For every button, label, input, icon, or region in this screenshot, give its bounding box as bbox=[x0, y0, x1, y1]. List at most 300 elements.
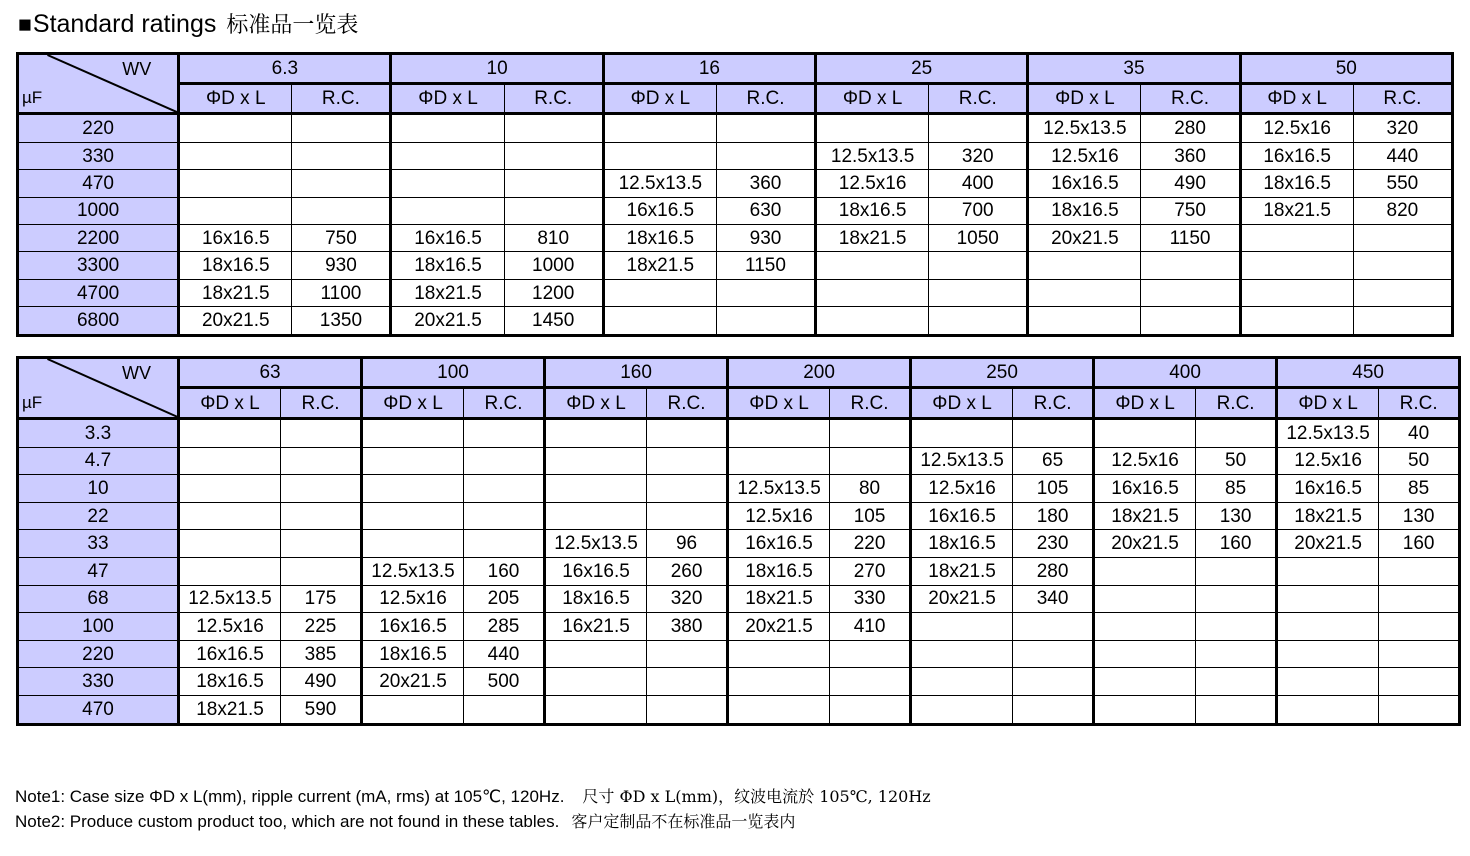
case-size-cell bbox=[545, 447, 647, 475]
wv-label: WV bbox=[122, 363, 151, 383]
ripple-current-cell: 130 bbox=[1196, 502, 1277, 530]
ripple-current-cell: 175 bbox=[281, 585, 362, 613]
notes bbox=[15, 784, 931, 834]
capacitance-cell: 33 bbox=[18, 530, 179, 558]
table-row bbox=[18, 142, 1453, 169]
case-size-cell bbox=[545, 668, 647, 696]
ripple-current-cell: 1100 bbox=[292, 279, 391, 306]
rc-header: R.C. bbox=[929, 84, 1028, 114]
case-size-cell bbox=[1028, 307, 1141, 336]
ripple-current-cell: 50 bbox=[1379, 447, 1460, 475]
ripple-current-cell: 490 bbox=[1141, 170, 1240, 197]
case-size-cell bbox=[179, 558, 281, 586]
ripple-current-cell: 500 bbox=[464, 668, 545, 696]
ripple-current-cell bbox=[1013, 418, 1094, 447]
uf-label: µF bbox=[22, 392, 43, 412]
case-size-cell bbox=[179, 530, 281, 558]
voltage-header: 160 bbox=[545, 358, 728, 388]
table-row bbox=[18, 475, 1460, 503]
ripple-current-cell bbox=[1141, 279, 1240, 306]
corner-cell bbox=[18, 358, 179, 419]
case-size-cell: 16x16.5 bbox=[545, 558, 647, 586]
case-size-cell bbox=[1240, 279, 1353, 306]
page-title bbox=[18, 8, 358, 39]
ripple-current-cell bbox=[1353, 225, 1452, 252]
ripple-current-cell: 340 bbox=[1013, 585, 1094, 613]
ripple-current-cell: 40 bbox=[1379, 418, 1460, 447]
case-size-cell bbox=[603, 279, 716, 306]
ripple-current-cell: 80 bbox=[830, 475, 911, 503]
ripple-current-cell bbox=[647, 668, 728, 696]
ripple-current-cell bbox=[830, 640, 911, 668]
case-size-cell bbox=[603, 114, 716, 143]
voltage-header: 10 bbox=[391, 54, 603, 84]
capacitance-cell: 1000 bbox=[18, 197, 179, 224]
size-header: ΦD x L bbox=[179, 84, 292, 114]
ripple-current-cell bbox=[281, 475, 362, 503]
case-size-cell bbox=[911, 640, 1013, 668]
case-size-cell bbox=[603, 142, 716, 169]
ripple-current-cell bbox=[504, 197, 603, 224]
ripple-current-cell: 1350 bbox=[292, 307, 391, 336]
case-size-cell: 18x21.5 bbox=[391, 279, 504, 306]
case-size-cell bbox=[179, 418, 281, 447]
rc-header: R.C. bbox=[1196, 388, 1277, 418]
case-size-cell: 12.5x13.5 bbox=[603, 170, 716, 197]
case-size-cell: 18x16.5 bbox=[179, 252, 292, 279]
case-size-cell bbox=[728, 640, 830, 668]
size-header: ΦD x L bbox=[362, 388, 464, 418]
ripple-current-cell: 400 bbox=[929, 170, 1028, 197]
ripple-current-cell bbox=[647, 447, 728, 475]
ripple-current-cell bbox=[1196, 640, 1277, 668]
ripple-current-cell: 96 bbox=[647, 530, 728, 558]
ripple-current-cell: 130 bbox=[1379, 502, 1460, 530]
ripple-current-cell: 1200 bbox=[504, 279, 603, 306]
case-size-cell: 12.5x16 bbox=[1277, 447, 1379, 475]
case-size-cell: 20x21.5 bbox=[179, 307, 292, 336]
ripple-current-cell bbox=[1353, 252, 1452, 279]
case-size-cell bbox=[362, 447, 464, 475]
ripple-current-cell bbox=[464, 475, 545, 503]
case-size-cell: 18x21.5 bbox=[1094, 502, 1196, 530]
case-size-cell bbox=[1277, 668, 1379, 696]
case-size-cell: 20x21.5 bbox=[728, 613, 830, 641]
ripple-current-cell bbox=[929, 307, 1028, 336]
case-size-cell bbox=[179, 502, 281, 530]
rc-header: R.C. bbox=[292, 84, 391, 114]
ripple-current-cell: 280 bbox=[1141, 114, 1240, 143]
ripple-current-cell: 160 bbox=[1379, 530, 1460, 558]
diagonal-line bbox=[19, 359, 177, 417]
case-size-cell: 16x16.5 bbox=[179, 640, 281, 668]
capacitance-cell: 470 bbox=[18, 696, 179, 725]
voltage-header-row bbox=[18, 54, 1453, 84]
case-size-cell bbox=[362, 502, 464, 530]
ripple-current-cell: 750 bbox=[292, 225, 391, 252]
ripple-current-cell bbox=[1013, 696, 1094, 725]
case-size-cell: 18x16.5 bbox=[603, 225, 716, 252]
ripple-current-cell bbox=[504, 114, 603, 143]
table-row bbox=[18, 613, 1460, 641]
case-size-cell bbox=[1277, 585, 1379, 613]
ripple-current-cell bbox=[1379, 696, 1460, 725]
ripple-current-cell bbox=[281, 502, 362, 530]
case-size-cell: 18x21.5 bbox=[603, 252, 716, 279]
ripple-current-cell: 820 bbox=[1353, 197, 1452, 224]
case-size-cell: 20x21.5 bbox=[1028, 225, 1141, 252]
ripple-current-cell: 260 bbox=[647, 558, 728, 586]
ripple-current-cell bbox=[1196, 418, 1277, 447]
case-size-cell bbox=[1028, 252, 1141, 279]
ripple-current-cell bbox=[1196, 668, 1277, 696]
case-size-cell bbox=[1277, 696, 1379, 725]
case-size-cell: 18x21.5 bbox=[179, 696, 281, 725]
ripple-current-cell: 700 bbox=[929, 197, 1028, 224]
table-row bbox=[18, 252, 1453, 279]
case-size-cell bbox=[391, 142, 504, 169]
ripple-current-cell bbox=[292, 142, 391, 169]
case-size-cell: 20x21.5 bbox=[1094, 530, 1196, 558]
case-size-cell: 18x21.5 bbox=[728, 585, 830, 613]
note-1 bbox=[15, 784, 931, 809]
ripple-current-cell: 930 bbox=[292, 252, 391, 279]
capacitance-cell: 220 bbox=[18, 640, 179, 668]
table-row bbox=[18, 530, 1460, 558]
ripple-current-cell: 230 bbox=[1013, 530, 1094, 558]
capacitance-cell: 470 bbox=[18, 170, 179, 197]
case-size-cell bbox=[1277, 640, 1379, 668]
case-size-cell: 18x16.5 bbox=[728, 558, 830, 586]
ripple-current-cell: 85 bbox=[1196, 475, 1277, 503]
ripple-current-cell bbox=[716, 307, 815, 336]
ripple-current-cell: 220 bbox=[830, 530, 911, 558]
ripple-current-cell: 1450 bbox=[504, 307, 603, 336]
voltage-header: 200 bbox=[728, 358, 911, 388]
size-header: ΦD x L bbox=[1028, 84, 1141, 114]
ripple-current-cell bbox=[1379, 585, 1460, 613]
voltage-header: 25 bbox=[816, 54, 1028, 84]
uf-label: µF bbox=[22, 88, 43, 108]
ripple-current-cell bbox=[1379, 640, 1460, 668]
case-size-cell bbox=[545, 475, 647, 503]
ripple-current-cell bbox=[1141, 252, 1240, 279]
table-row bbox=[18, 668, 1460, 696]
case-size-cell: 12.5x13.5 bbox=[728, 475, 830, 503]
title-text: Standard ratings bbox=[32, 10, 217, 38]
capacitance-cell: 3300 bbox=[18, 252, 179, 279]
capacitance-cell: 330 bbox=[18, 142, 179, 169]
ripple-current-cell: 440 bbox=[464, 640, 545, 668]
ripple-current-cell: 750 bbox=[1141, 197, 1240, 224]
case-size-cell bbox=[1028, 279, 1141, 306]
subheader-row bbox=[18, 84, 1453, 114]
case-size-cell: 16x16.5 bbox=[603, 197, 716, 224]
case-size-cell: 12.5x13.5 bbox=[911, 447, 1013, 475]
case-size-cell bbox=[391, 197, 504, 224]
case-size-cell: 20x21.5 bbox=[362, 668, 464, 696]
table-row bbox=[18, 640, 1460, 668]
rc-header: R.C. bbox=[716, 84, 815, 114]
note-1-en: Note1: Case size ΦD x L(mm), ripple current (mA, rms) at 105℃, 120Hz. bbox=[15, 787, 565, 806]
voltage-header: 35 bbox=[1028, 54, 1240, 84]
ripple-current-cell bbox=[281, 418, 362, 447]
rc-header: R.C. bbox=[647, 388, 728, 418]
case-size-cell: 16x16.5 bbox=[1028, 170, 1141, 197]
case-size-cell bbox=[362, 696, 464, 725]
table-row bbox=[18, 502, 1460, 530]
voltage-header: 16 bbox=[603, 54, 815, 84]
case-size-cell bbox=[1094, 696, 1196, 725]
ripple-current-cell: 810 bbox=[504, 225, 603, 252]
size-header: ΦD x L bbox=[1240, 84, 1353, 114]
voltage-header: 6.3 bbox=[179, 54, 391, 84]
ripple-current-cell: 105 bbox=[1013, 475, 1094, 503]
ripple-current-cell bbox=[281, 530, 362, 558]
case-size-cell bbox=[362, 475, 464, 503]
rc-header: R.C. bbox=[1353, 84, 1452, 114]
ripple-current-cell bbox=[647, 475, 728, 503]
ripple-current-cell: 320 bbox=[1353, 114, 1452, 143]
case-size-cell bbox=[911, 668, 1013, 696]
size-header: ΦD x L bbox=[545, 388, 647, 418]
capacitance-cell: 6800 bbox=[18, 307, 179, 336]
rc-header: R.C. bbox=[1141, 84, 1240, 114]
rc-header: R.C. bbox=[464, 388, 545, 418]
case-size-cell bbox=[545, 640, 647, 668]
case-size-cell: 20x21.5 bbox=[391, 307, 504, 336]
ripple-current-cell bbox=[1353, 279, 1452, 306]
ripple-current-cell bbox=[716, 142, 815, 169]
ripple-current-cell: 320 bbox=[929, 142, 1028, 169]
case-size-cell bbox=[179, 142, 292, 169]
rc-header: R.C. bbox=[1379, 388, 1460, 418]
ripple-current-cell bbox=[1353, 307, 1452, 336]
wv-label: WV bbox=[122, 59, 152, 79]
ripple-current-cell: 285 bbox=[464, 613, 545, 641]
table-row bbox=[18, 585, 1460, 613]
case-size-cell bbox=[1094, 613, 1196, 641]
ripple-current-cell bbox=[647, 696, 728, 725]
case-size-cell: 16x16.5 bbox=[362, 613, 464, 641]
ripple-current-cell: 360 bbox=[716, 170, 815, 197]
case-size-cell bbox=[1240, 307, 1353, 336]
ripple-current-cell: 270 bbox=[830, 558, 911, 586]
ripple-current-cell bbox=[464, 502, 545, 530]
case-size-cell: 18x16.5 bbox=[362, 640, 464, 668]
size-header: ΦD x L bbox=[1094, 388, 1196, 418]
ripple-current-cell: 360 bbox=[1141, 142, 1240, 169]
case-size-cell bbox=[911, 418, 1013, 447]
ripple-current-cell bbox=[830, 696, 911, 725]
table-row bbox=[18, 114, 1453, 143]
ripple-current-cell bbox=[716, 114, 815, 143]
voltage-header: 100 bbox=[362, 358, 545, 388]
ripple-current-cell: 330 bbox=[830, 585, 911, 613]
corner-cell bbox=[18, 54, 179, 114]
ripple-current-cell: 1150 bbox=[1141, 225, 1240, 252]
ripple-current-cell: 385 bbox=[281, 640, 362, 668]
case-size-cell bbox=[728, 418, 830, 447]
ripple-current-cell: 50 bbox=[1196, 447, 1277, 475]
ripple-current-cell: 280 bbox=[1013, 558, 1094, 586]
ripple-current-cell bbox=[292, 197, 391, 224]
case-size-cell: 16x16.5 bbox=[1094, 475, 1196, 503]
capacitance-cell: 330 bbox=[18, 668, 179, 696]
ripple-current-cell bbox=[830, 668, 911, 696]
ripple-current-cell: 180 bbox=[1013, 502, 1094, 530]
case-size-cell: 18x21.5 bbox=[911, 558, 1013, 586]
case-size-cell: 12.5x13.5 bbox=[816, 142, 929, 169]
note-2-en: Note2: Produce custom product too, which are not found in these tables. bbox=[15, 812, 560, 831]
capacitance-cell: 4.7 bbox=[18, 447, 179, 475]
ripple-current-cell: 160 bbox=[464, 558, 545, 586]
voltage-header: 50 bbox=[1240, 54, 1452, 84]
size-header: ΦD x L bbox=[603, 84, 716, 114]
ripple-current-cell bbox=[504, 142, 603, 169]
ripple-current-cell: 440 bbox=[1353, 142, 1452, 169]
table-row bbox=[18, 447, 1460, 475]
note-2 bbox=[15, 809, 931, 834]
rc-header: R.C. bbox=[1013, 388, 1094, 418]
ripple-current-cell bbox=[464, 696, 545, 725]
case-size-cell bbox=[362, 530, 464, 558]
ripple-current-cell bbox=[1013, 640, 1094, 668]
ripple-current-cell bbox=[929, 279, 1028, 306]
size-header: ΦD x L bbox=[179, 388, 281, 418]
case-size-cell: 16x16.5 bbox=[391, 225, 504, 252]
case-size-cell bbox=[816, 307, 929, 336]
ripple-current-cell bbox=[716, 279, 815, 306]
case-size-cell: 16x16.5 bbox=[1277, 475, 1379, 503]
ripple-current-cell: 490 bbox=[281, 668, 362, 696]
case-size-cell: 12.5x16 bbox=[1028, 142, 1141, 169]
case-size-cell bbox=[1277, 613, 1379, 641]
case-size-cell bbox=[1094, 558, 1196, 586]
case-size-cell: 12.5x16 bbox=[179, 613, 281, 641]
ripple-current-cell bbox=[830, 447, 911, 475]
voltage-header: 450 bbox=[1277, 358, 1460, 388]
rc-header: R.C. bbox=[830, 388, 911, 418]
capacitance-cell: 3.3 bbox=[18, 418, 179, 447]
case-size-cell bbox=[1240, 225, 1353, 252]
ripple-current-cell bbox=[830, 418, 911, 447]
case-size-cell bbox=[728, 447, 830, 475]
ripple-current-cell: 550 bbox=[1353, 170, 1452, 197]
case-size-cell: 18x21.5 bbox=[816, 225, 929, 252]
table-row bbox=[18, 197, 1453, 224]
size-header: ΦD x L bbox=[391, 84, 504, 114]
case-size-cell: 16x21.5 bbox=[545, 613, 647, 641]
ripple-current-cell: 410 bbox=[830, 613, 911, 641]
case-size-cell bbox=[545, 502, 647, 530]
case-size-cell bbox=[728, 696, 830, 725]
case-size-cell: 12.5x13.5 bbox=[545, 530, 647, 558]
ripple-current-cell bbox=[1013, 613, 1094, 641]
capacitance-cell: 220 bbox=[18, 114, 179, 143]
case-size-cell bbox=[1094, 668, 1196, 696]
case-size-cell bbox=[816, 252, 929, 279]
voltage-header: 250 bbox=[911, 358, 1094, 388]
case-size-cell bbox=[179, 447, 281, 475]
case-size-cell bbox=[179, 475, 281, 503]
case-size-cell bbox=[911, 613, 1013, 641]
capacitance-cell: 22 bbox=[18, 502, 179, 530]
ripple-current-cell bbox=[292, 170, 391, 197]
ripple-current-cell bbox=[464, 418, 545, 447]
capacitance-cell: 2200 bbox=[18, 225, 179, 252]
capacitance-cell: 4700 bbox=[18, 279, 179, 306]
case-size-cell bbox=[728, 668, 830, 696]
case-size-cell: 12.5x13.5 bbox=[1028, 114, 1141, 143]
case-size-cell bbox=[911, 696, 1013, 725]
diagonal-line bbox=[19, 55, 177, 112]
ripple-current-cell bbox=[647, 640, 728, 668]
case-size-cell: 12.5x16 bbox=[362, 585, 464, 613]
ripple-current-cell bbox=[929, 114, 1028, 143]
size-header: ΦD x L bbox=[1277, 388, 1379, 418]
case-size-cell: 18x16.5 bbox=[816, 197, 929, 224]
rc-header: R.C. bbox=[504, 84, 603, 114]
case-size-cell bbox=[391, 114, 504, 143]
case-size-cell bbox=[603, 307, 716, 336]
case-size-cell bbox=[1094, 640, 1196, 668]
ripple-current-cell: 320 bbox=[647, 585, 728, 613]
ripple-current-cell bbox=[292, 114, 391, 143]
case-size-cell bbox=[179, 197, 292, 224]
ratings-table-high-voltage bbox=[16, 356, 1461, 726]
table-row bbox=[18, 225, 1453, 252]
case-size-cell: 12.5x16 bbox=[1094, 447, 1196, 475]
ripple-current-cell: 160 bbox=[1196, 530, 1277, 558]
case-size-cell bbox=[179, 170, 292, 197]
voltage-header: 63 bbox=[179, 358, 362, 388]
title-text-cn: 标准品一览表 bbox=[226, 13, 359, 38]
ripple-current-cell bbox=[281, 447, 362, 475]
case-size-cell: 18x16.5 bbox=[391, 252, 504, 279]
case-size-cell: 12.5x13.5 bbox=[362, 558, 464, 586]
ripple-current-cell bbox=[1013, 668, 1094, 696]
case-size-cell bbox=[391, 170, 504, 197]
case-size-cell bbox=[1094, 585, 1196, 613]
table-row bbox=[18, 418, 1460, 447]
table-row bbox=[18, 696, 1460, 725]
case-size-cell: 12.5x13.5 bbox=[1277, 418, 1379, 447]
size-header: ΦD x L bbox=[911, 388, 1013, 418]
ripple-current-cell: 105 bbox=[830, 502, 911, 530]
case-size-cell: 20x21.5 bbox=[911, 585, 1013, 613]
ripple-current-cell bbox=[464, 447, 545, 475]
table-row bbox=[18, 307, 1453, 336]
case-size-cell: 18x21.5 bbox=[1277, 502, 1379, 530]
case-size-cell bbox=[816, 279, 929, 306]
ripple-current-cell bbox=[504, 170, 603, 197]
case-size-cell: 18x21.5 bbox=[179, 279, 292, 306]
capacitance-cell: 68 bbox=[18, 585, 179, 613]
case-size-cell: 18x16.5 bbox=[1028, 197, 1141, 224]
ripple-current-cell bbox=[1141, 307, 1240, 336]
case-size-cell bbox=[1277, 558, 1379, 586]
ripple-current-cell: 590 bbox=[281, 696, 362, 725]
ripple-current-cell: 1050 bbox=[929, 225, 1028, 252]
case-size-cell: 18x16.5 bbox=[1240, 170, 1353, 197]
case-size-cell bbox=[1094, 418, 1196, 447]
ripple-current-cell bbox=[647, 502, 728, 530]
size-header: ΦD x L bbox=[816, 84, 929, 114]
case-size-cell: 16x16.5 bbox=[911, 502, 1013, 530]
ripple-current-cell: 1150 bbox=[716, 252, 815, 279]
case-size-cell: 12.5x16 bbox=[728, 502, 830, 530]
